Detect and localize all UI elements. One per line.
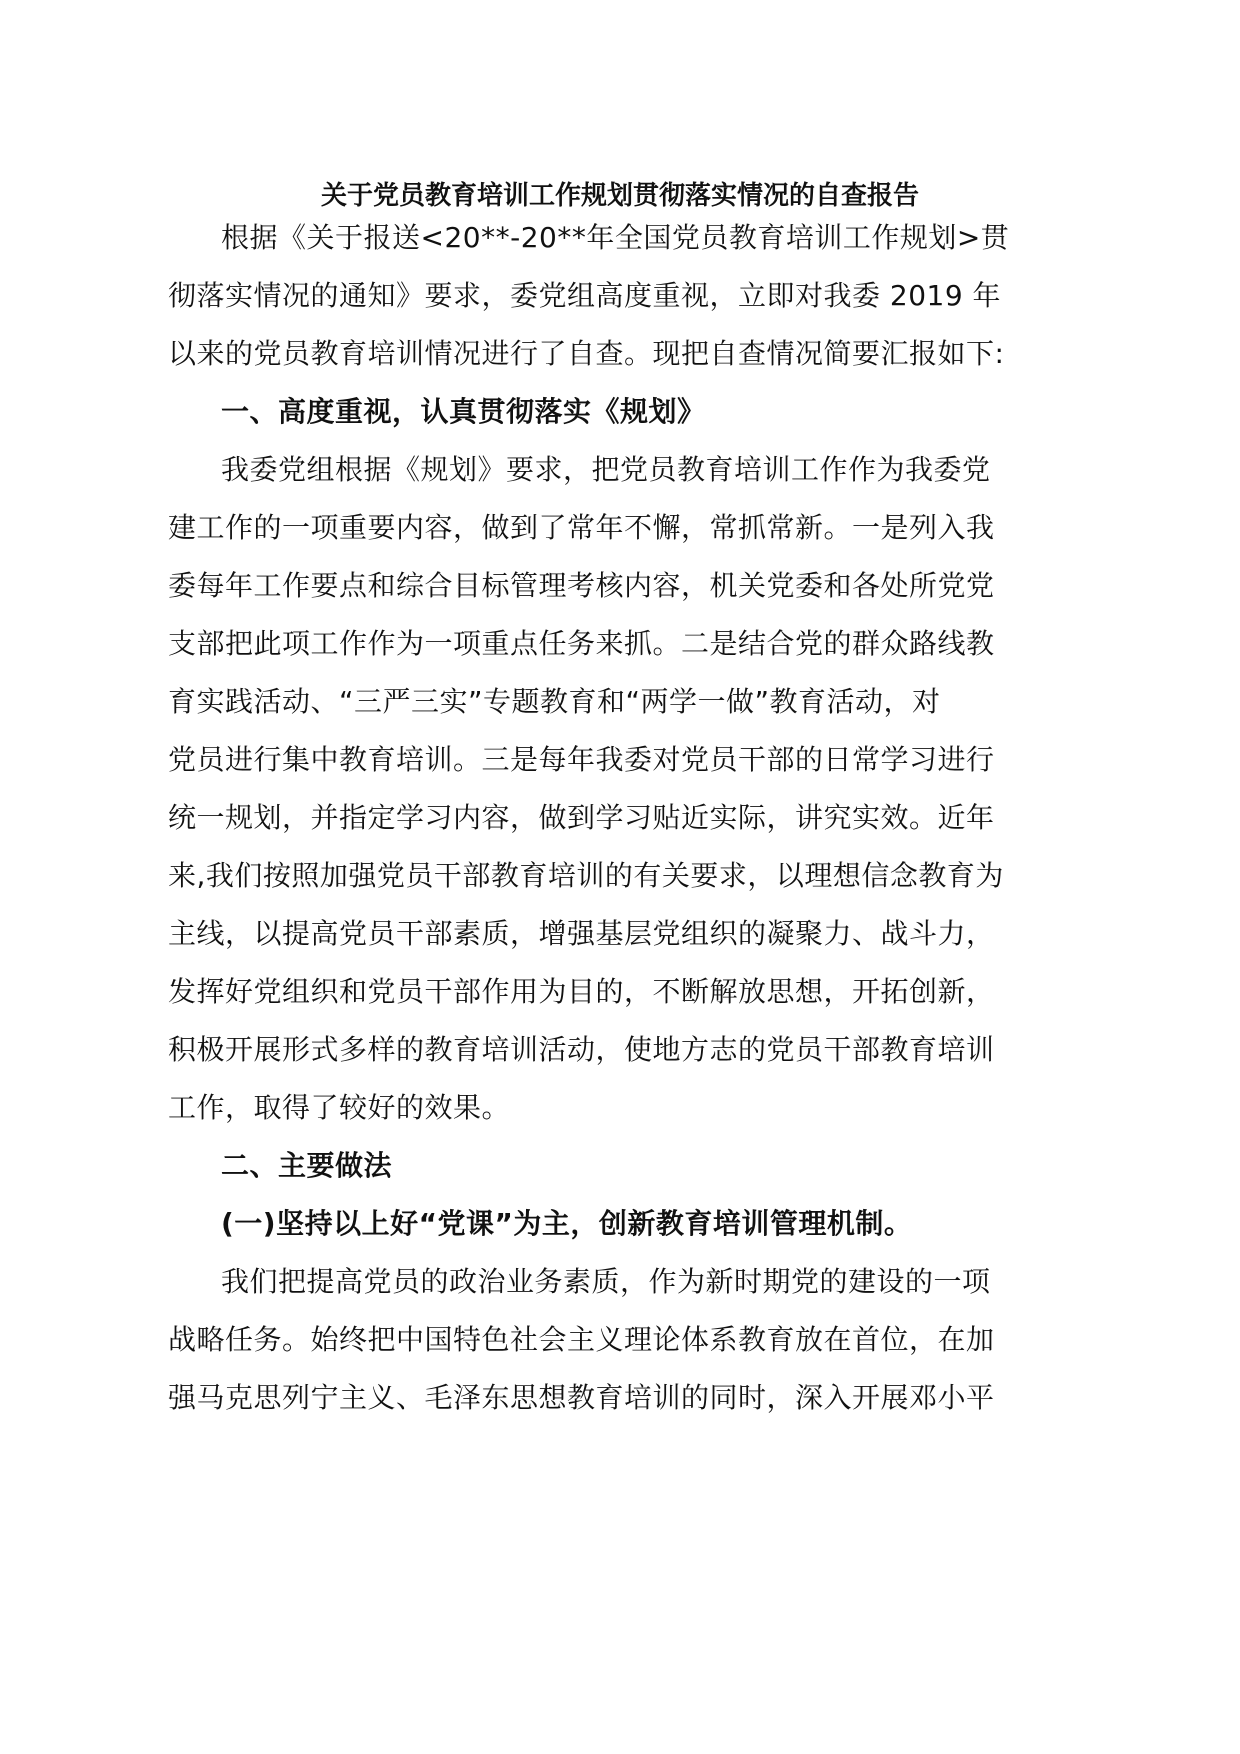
section-1-line-4: 支部把此项工作作为一项重点任务来抓。二是结合党的群众路线教 (168, 627, 995, 660)
section-1-line-1: 我委党组根据《规划》要求，把党员教育培训工作作为我委党 (221, 453, 991, 486)
subsection-1-heading: (一)坚持以上好“党课”为主，创新教育培训管理机制。 (221, 1207, 913, 1240)
subsection-1-line-1: 我们把提高党员的政治业务素质，作为新时期党的建设的一项 (221, 1265, 991, 1298)
section-1-line-7: 统一规划，并指定学习内容，做到学习贴近实际，讲究实效。近年 (168, 801, 995, 834)
section-1-line-11: 积极开展形式多样的教育培训活动，使地方志的党员干部教育培训 (168, 1033, 995, 1066)
section-2-heading: 二、主要做法 (221, 1149, 393, 1182)
intro-line-3: 以来的党员教育培训情况进行了自查。现把自查情况简要汇报如下: (168, 337, 1005, 370)
section-1-line-3: 委每年工作要点和综合目标管理考核内容，机关党委和各处所党党 (168, 569, 995, 602)
section-1-line-6: 党员进行集中教育培训。三是每年我委对党员干部的日常学习进行 (168, 743, 995, 776)
intro-line-1: 根据《关于报送<20**-20**年全国党员教育培训工作规划>贯 (221, 221, 1010, 254)
section-1-heading: 一、高度重视，认真贯彻落实《规划》 (221, 395, 706, 428)
section-1-line-8: 来,我们按照加强党员干部教育培训的有关要求，以理想信念教育为 (168, 859, 1004, 892)
section-1-line-2: 建工作的一项重要内容，做到了常年不懈，常抓常新。一是列入我 (168, 511, 995, 544)
intro-line-2: 彻落实情况的通知》要求，委党组高度重视，立即对我委 2019 年 (168, 279, 1002, 312)
section-1-line-12: 工作，取得了较好的效果。 (168, 1091, 511, 1124)
subsection-1-line-2: 战略任务。始终把中国特色社会主义理论体系教育放在首位，在加 (168, 1323, 995, 1356)
section-1-line-10: 发挥好党组织和党员干部作用为目的，不断解放思想，开拓创新， (168, 975, 995, 1008)
subsection-1-line-3: 强马克思列宁主义、毛泽东思想教育培训的同时，深入开展邓小平 (168, 1381, 995, 1414)
section-1-line-9: 主线，以提高党员干部素质，增强基层党组织的凝聚力、战斗力， (168, 917, 995, 950)
section-1-line-5: 育实践活动、“三严三实”专题教育和“两学一做”教育活动，对 (168, 685, 941, 718)
document-title: 关于党员教育培训工作规划贯彻落实情况的自查报告 (320, 181, 919, 211)
